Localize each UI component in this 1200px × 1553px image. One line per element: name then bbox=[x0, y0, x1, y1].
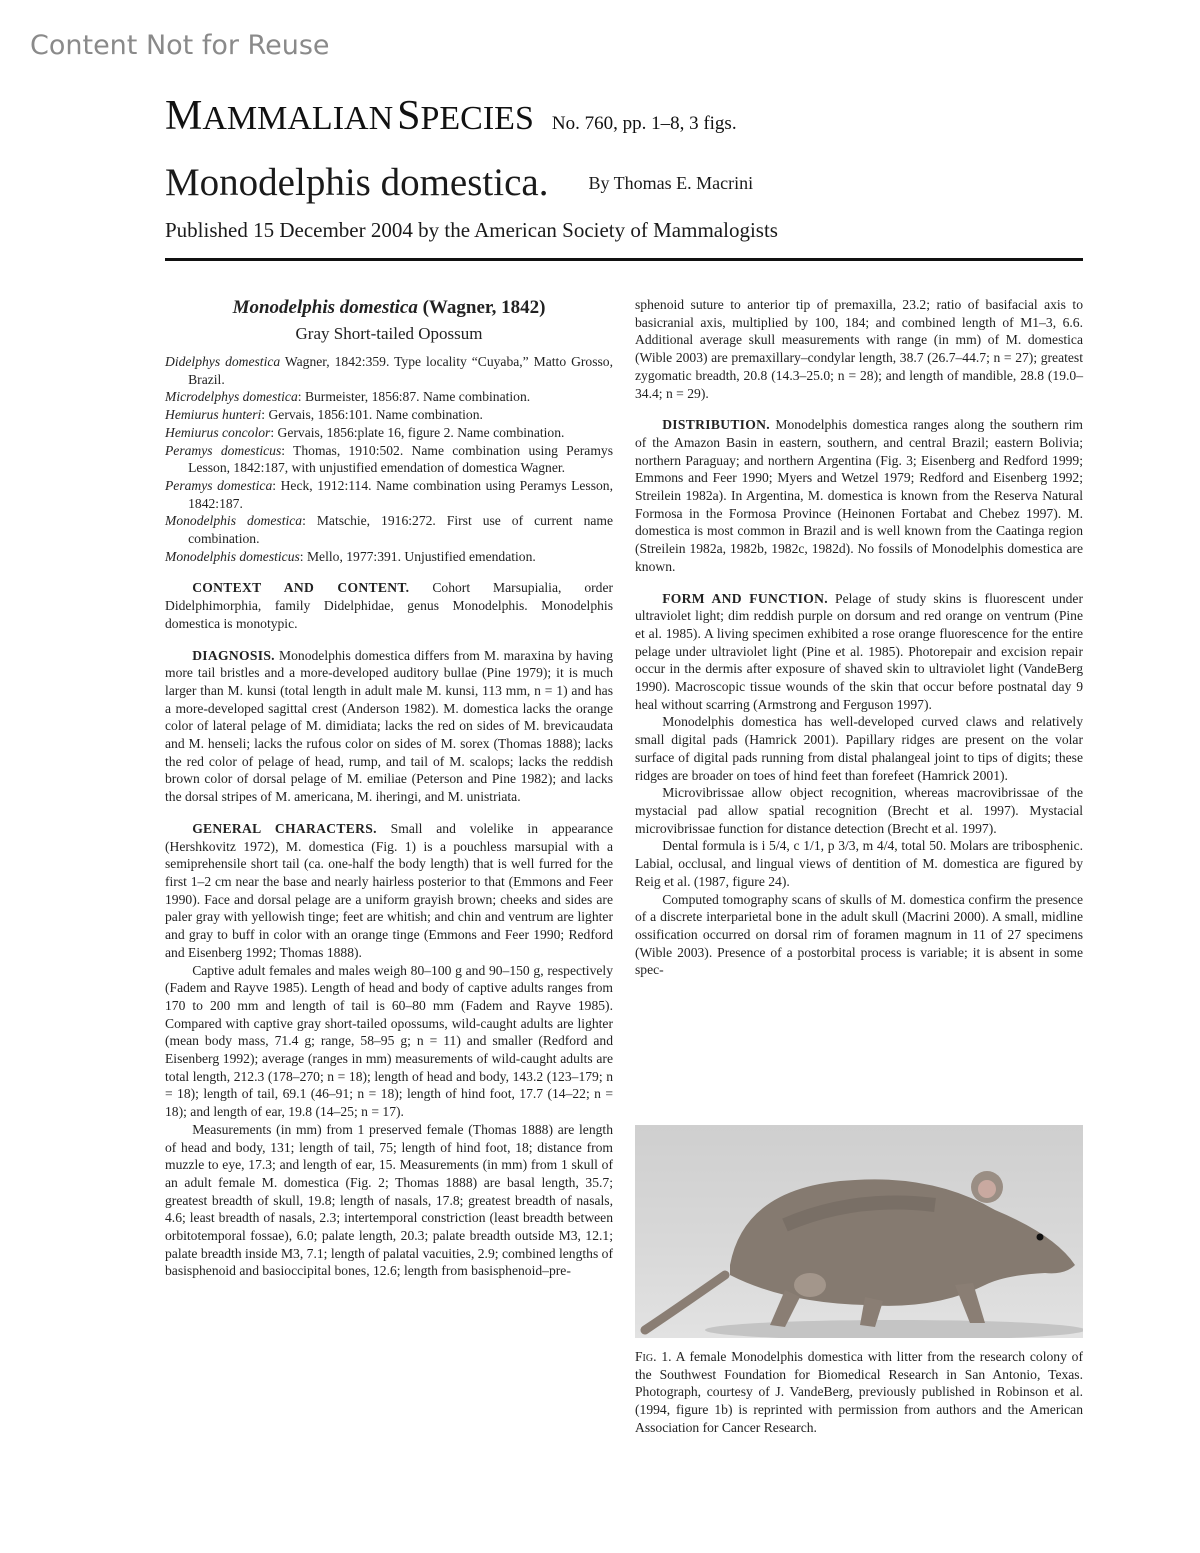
synonym-entry: Peramys domestica: Heck, 1912:114. Name combination using Peramys Lesson, 1842:187. bbox=[165, 477, 613, 511]
figure-1-photo bbox=[635, 1125, 1083, 1338]
opossum-illustration bbox=[635, 1125, 1083, 1338]
article-title bbox=[165, 160, 753, 205]
paragraph: sphenoid suture to anterior tip of premaxilla, 23.2; ratio of basifacial axis to basicranial axis, multiplied by 100, 184; and combined length of M1–3, 6.6. Additional average skull measurements with range (in mm) of M. domestica (Wible 2003) are premaxillary–condylar length, 38.7 (26.7–44.7; n = 27); greatest zygomatic breadth, 20.8 (14.3–25.0; n = 28); and length of mandible, 28.8 (19.0–34.4; n = 29). bbox=[635, 297, 1083, 401]
paragraph: CONTEXT AND CONTENT. Cohort Marsupialia, order Didelphimorphia, family Didelphidae, genus Monodelphis. Monodelphis domestica is monotypic. bbox=[165, 580, 614, 631]
synonym-list bbox=[165, 353, 613, 565]
paragraph: Microvibrissae allow object recognition, whereas macrovibrissae of the mystacial pad allow spatial recognition (Brecht et al. 1997). Mystacial microvibrissae function for distance detection (Brecht et al. 1997). bbox=[635, 785, 1083, 836]
paragraph: DISTRIBUTION. Monodelphis domestica ranges along the southern rim of the Amazon Basin in eastern, southern, and central Brazil; eastern Bolivia; northern Paraguay; and northern Argentina (Fig. 3; Eisenberg and Redford 1999; Emmons and Feer 1990; Myers and Wetzel 1979; Redford and Eisenberg 1992; Streilein 1982a). In Argentina, M. domestica is known from the Reserva Natural Formosa in the Formosa Province (Heinonen Fortabat and Chebez 1997). M. domestica is most common in Brazil and is well known from the Caatinga region (Streilein 1982a, 1982b, 1982c, 1982d). No fossils of Monodelphis domestica are known. bbox=[635, 417, 1083, 574]
section-heading: FORM AND FUNCTION. bbox=[662, 590, 828, 606]
section-heading: DISTRIBUTION. bbox=[662, 417, 770, 433]
paragraph: FORM AND FUNCTION. Pelage of study skins is fluorescent under ultraviolet light; dim reddish purple on dorsum and red orange on ventrum (Pine et al. 1985). A living specimen exhibited a rose orange fluorescence for the entire pelage under ultraviolet light (Pine et al. 1985). Photorepair and excision repair occur in the dermis after exposure of shaved skin to ultraviolet light (VandeBerg 1990). Macroscopic tissue wounds of the skin that occur before postnatal day 9 heal without scarring (Armstrong and Ferguson 1997). bbox=[635, 590, 1083, 712]
author-line: By Thomas E. Macrini bbox=[588, 173, 754, 193]
header-rule bbox=[165, 258, 1083, 261]
paragraph: Monodelphis domestica has well-developed curved claws and relatively small digital pads (Hamrick 2001). Papillary ridges are present on the volar surface of digital pads running from distal phalangeal joint to tips of digits; these ridges are broader on toes of hind feet than forefeet (Hamrick 2001). bbox=[635, 714, 1083, 783]
synonym-entry: Monodelphis domestica: Matschie, 1916:272. First use of current name combination. bbox=[165, 513, 614, 547]
synonym-entry: Didelphys domestica Wagner, 1842:359. Type locality “Cuyaba,” Matto Grosso, Brazil. bbox=[165, 354, 613, 387]
paragraph: DIAGNOSIS. Monodelphis domestica differs from M. maraxina by having more tail bristles and a more-developed auditory bullae (Pine 1979); it is much larger than M. kunsi (total length in adult male M. kunsi, 113 mm, n = 1) and has a more-developed sagittal crest (Anderson 1982). M. domestica lacks the orange color of lateral pelage of M. dimidiata; lacks the red on sides of M. brevicaudata and M. henseli; lacks the rufous color on sides of M. sorex (Thomas 1888); lacks the red color of pelage of head, rump, and tail of M. scalops; lacks the reddish brown color of dorsal pelage of M. emiliae (Peterson and Pine 1982); and lacks the dorsal stripes of M. americana, M. iheringi, and M. unistriata. bbox=[165, 647, 613, 805]
synonym-entry: Hemiurus concolor: Gervais, 1856:plate 16, figure 2. Name combination. bbox=[165, 424, 565, 440]
paragraph: GENERAL CHARACTERS. Small and volelike in appearance (Hershkovitz 1972), M. domestica (Fig. 1) is a pouchless marsupial with a semiprehensile short tail (ca. one-half the body length) that is well furred for the first 1–2 cm near the base and nearly hairless posterior to that (Emmons and Feer 1990). Face and dorsal pelage are a uniform grayish brown; cheeks and sides are paler gray with yellowish tinge; feet are whitish; and chin and ventrum are lighter and gray to buff in color with an orange tinge (Emmons and Feer 1990; Redford and Eisenberg 1992; Thomas 1888). bbox=[165, 820, 613, 960]
paragraph: Measurements (in mm) from 1 preserved female (Thomas 1888) are length of head and body, 131; length of tail, 75; length of hind foot, 18; distance from muzzle to eye, 17.3; and length of ear, 15. Measurements (in mm) from 1 skull of an adult female M. domestica (Fig. 2; Thomas 1888) are basal length, 35.7; greatest breadth of skull, 19.8; length of nasals, 17.8; greatest breadth of nasals, 4.6; least breadth of nasals, 2.3; intertemporal constriction (least breadth between orbitotemporal fossae), 6.0; palate length, 20.3; palate breadth outside M3, 12.1; palate breadth inside M3, 7.1; length of palatal vacuities, 2.9; combined lengths of basisphenoid and basioccipital bones, 12.6; length from basisphenoid–pre- bbox=[165, 1121, 613, 1279]
synonym-entry: Microdelphys domestica: Burmeister, 1856:87. Name combination. bbox=[165, 389, 531, 405]
caption-text: A female Monodelphis domestica with litter from the research colony of the Southwest Foundation for Biomedical Research in San Antonio, Texas. Photograph, courtesy of J. VandeBerg, previously published in Robinson et al. (1994, figure 1b) is reprinted with permission from authors and the American Association for Cancer Research. bbox=[635, 1349, 1083, 1435]
watermark: Content Not for Reuse bbox=[30, 30, 330, 61]
left-sections bbox=[165, 579, 613, 1280]
right-sections bbox=[635, 296, 1083, 979]
figure-caption bbox=[635, 1348, 1083, 1437]
publication-line: Published 15 December 2004 by the American Society of Mammalogists bbox=[165, 218, 778, 242]
paragraph: Captive adult females and males weigh 80–100 g and 90–150 g, respectively (Fadem and Rayve 1985). Length of head and body of captive adults ranges from 170 to 200 mm and length of tail is 60–80 mm (Fadem and Rayve 1985). Compared with captive gray short-tailed opossums, wild-caught adults are lighter (mean body mass, 71.4 g; range, 58–95 g; n = 11) and smaller (Redford and Eisenberg 1992); average (ranges in mm) measurements of wild-caught adults are total length, 212.3 (178–270; n = 18); length of head and body, 143.2 (123–179; n = 18); length of tail, 69.1 (46–91; n = 18); length of hind foot, 17.7 (14–22; n = 18); and length of ear, 19.8 (14–25; n = 17). bbox=[165, 962, 613, 1120]
synonym-entry: Peramys domesticus: Thomas, 1910:502. Name combination using Peramys Lesson, 1842:187, with unjustified emendation of domestica Wagner. bbox=[165, 442, 614, 476]
figure-label: Fig. 1. bbox=[635, 1349, 672, 1364]
paragraph: Dental formula is i 5/4, c 1/1, p 3/3, m 4/4, total 50. Molars are tribosphenic. Labial, occlusal, and lingual views of dentition of M. domestica are figured by Reig et al. (1987, figure 24). bbox=[635, 838, 1083, 889]
section-heading: CONTEXT AND CONTENT. bbox=[192, 580, 410, 596]
right-column bbox=[635, 296, 1083, 979]
synonym-entry: Monodelphis domesticus: Mello, 1977:391. Unjustified emendation. bbox=[165, 548, 536, 564]
section-heading: DIAGNOSIS. bbox=[192, 647, 275, 663]
section-heading: GENERAL CHARACTERS. bbox=[192, 820, 377, 836]
left-column bbox=[165, 296, 613, 1280]
journal-title: MAMMALIAN SPECIES No. 760, pp. 1–8, 3 figs. bbox=[165, 93, 737, 139]
species-title: Monodelphis domestica. bbox=[165, 161, 549, 204]
species-heading: Monodelphis domestica (Wagner, 1842) bbox=[232, 297, 546, 318]
synonym-entry: Hemiurus hunteri: Gervais, 1856:101. Name combination. bbox=[165, 407, 483, 423]
issue-info: No. 760, pp. 1–8, 3 figs. bbox=[551, 113, 737, 134]
common-name: Gray Short-tailed Opossum bbox=[295, 324, 483, 343]
paragraph: Computed tomography scans of skulls of M. domestica confirm the presence of a discrete interparietal bone in the adult skull (Macrini 2000). A small, midline ossification occurred on dorsal rim of foramen magnum in 11 of 27 specimens (Wible 2003). Presence of a postorbital process is variable; it is absent in some spec- bbox=[635, 891, 1083, 978]
